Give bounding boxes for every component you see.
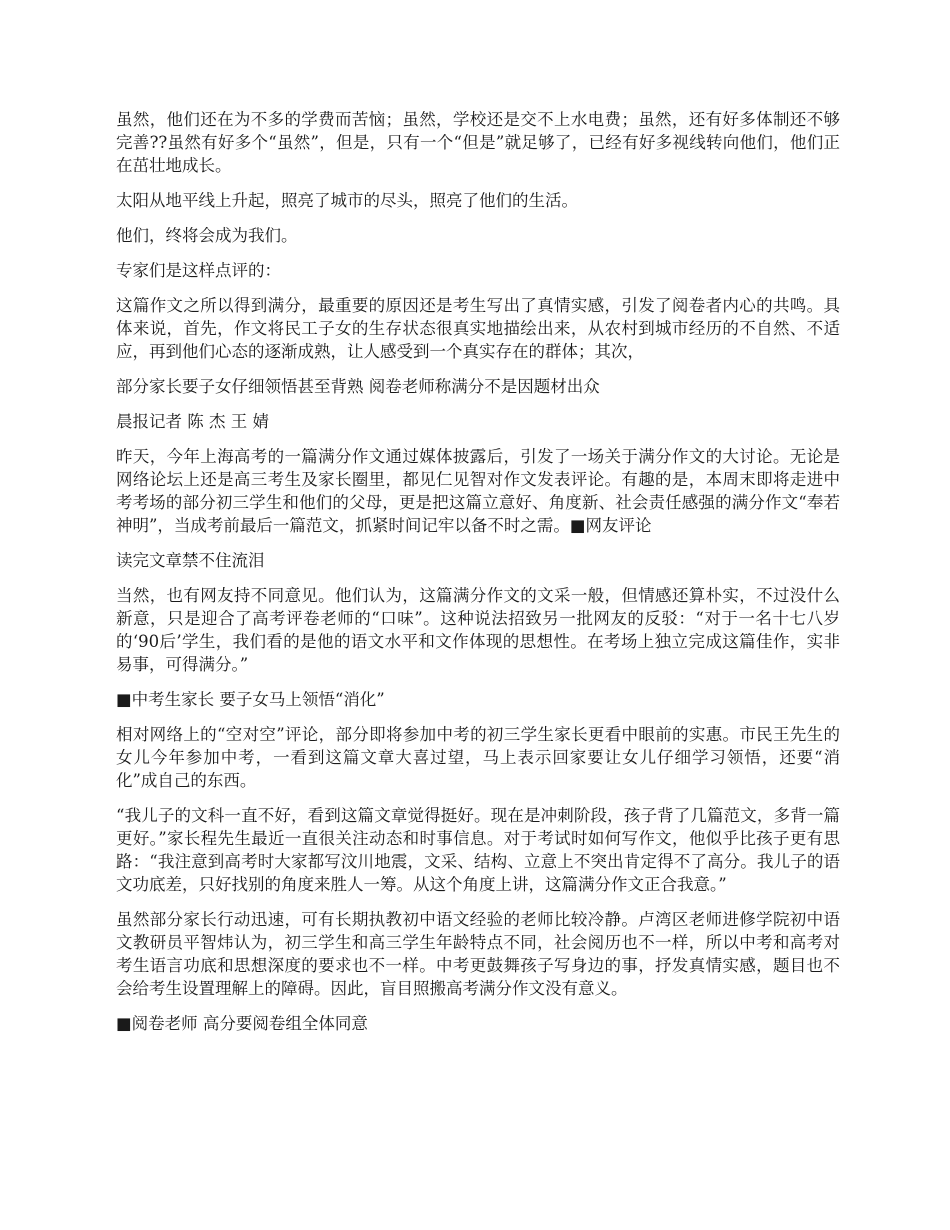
section-heading: ■中考生家长 要子女马上领悟“消化” (116, 690, 385, 709)
paragraph: 他们，终将会成为我们。 (116, 226, 298, 245)
paragraph: 昨天，今年上海高考的一篇满分作文通过媒体披露后，引发了一场关于满分作文的大讨论。无论是网络论坛上还是高三考生及家长圈里，都见仁见智对作文发表评论。有趣的是，本周末即将走进中考考场的部分初三学生和他们的父母，更是把这篇立意好、角度新、社会责任感强的满分作文“奉若神明”，当成考前最后一篇范文，抓紧时间记牢以备不时之需。■网友评论 (116, 447, 840, 535)
paragraph: 虽然部分家长行动迅速，可有长期执教初中语文经验的老师比较冷静。卢湾区老师进修学院初中语文教研员平智炜认为，初三学生和高三学生年龄特点不同，社会阅历也不一样，所以中考和高考对考生语言功底和思想深度的要求也不一样。中考更鼓舞孩子写身边的事，抒发真情实感，题目也不会给考生设置理解上的障碍。因此，盲目照搬高考满分作文没有意义。 (116, 910, 840, 998)
paragraph: 太阳从地平线上升起，照亮了城市的尽头，照亮了他们的生活。 (116, 191, 578, 210)
subheading: 部分家长要子女仔细领悟甚至背熟 阅卷老师称满分不是因题材出众 (116, 377, 600, 396)
paragraph: 相对网络上的“空对空”评论，部分即将参加中考的初三学生家长更看中眼前的实惠。市民王先生的女儿今年参加中考，一看到这篇文章大喜过望，马上表示回家要让女儿仔细学习领悟，还要“消化”成自己的东西。 (116, 725, 840, 790)
subheading: 读完文章禁不住流泪 (116, 551, 265, 570)
paragraph: 虽然，他们还在为不多的学费而苦恼；虽然，学校还是交不上水电费；虽然，还有好多体制还不够完善??虽然有好多个“虽然”，但是，只有一个“但是”就足够了，已经有好多视线转向他们，他们正在茁壮地成长。 (116, 110, 840, 175)
document-body (116, 108, 840, 1047)
paragraph: 这篇作文之所以得到满分，最重要的原因还是考生写出了真情实感，引发了阅卷者内心的共鸣。具体来说，首先，作文将民工子女的生存状态很真实地描绘出来，从农村到城市经历的不自然、不适应，再到他们心态的逐渐成熟，让人感受到一个真实存在的群体；其次， (116, 296, 840, 361)
paragraph: 专家们是这样点评的： (116, 261, 281, 280)
byline: 晨报记者 陈 杰 王 婧 (116, 412, 269, 431)
paragraph: 当然，也有网友持不同意见。他们认为，这篇满分作文的文采一般，但情感还算朴实，不过没什么新意，只是迎合了高考评卷老师的“口味”。这种说法招致另一批网友的反驳：“对于一名十七八岁的‘90后’学生，我们看的是他的语文水平和文作体现的思想性。在考场上独立完成这篇佳作，实非易事，可得满分。” (116, 586, 840, 674)
paragraph: “我儿子的文科一直不好，看到这篇文章觉得挺好。现在是冲刺阶段，孩子背了几篇范文，多背一篇更好。”家长程先生最近一直很关注动态和时事信息。对于考试时如何写作文，他似乎比孩子更有思路：“我注意到高考时大家都写汶川地震，文采、结构、立意上不突出肯定得不了高分。我儿子的语文功底差，只好找别的角度来胜人一筹。从这个角度上讲，这篇满分作文正合我意。” (116, 806, 840, 894)
section-heading: ■阅卷老师 高分要阅卷组全体同意 (116, 1014, 368, 1033)
